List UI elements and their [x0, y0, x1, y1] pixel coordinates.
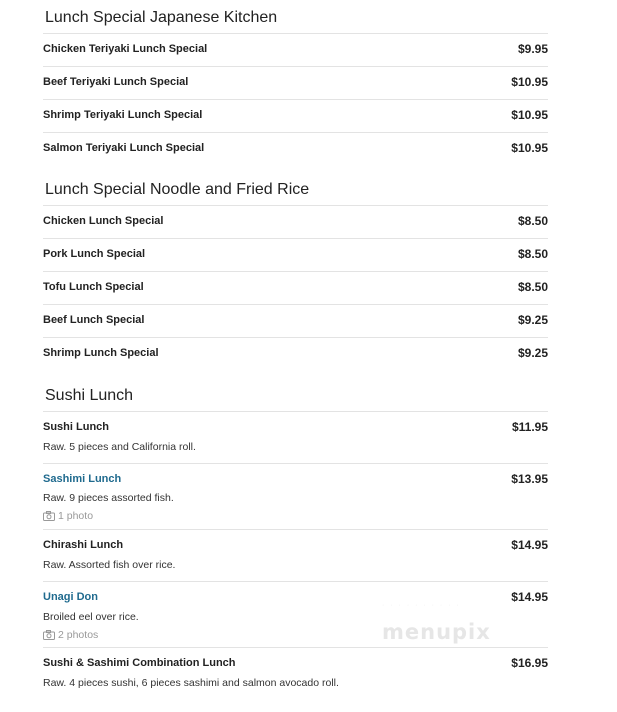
- item-description: Raw. Assorted fish over rice.: [43, 559, 176, 571]
- menu-item: [43, 238, 548, 271]
- menu-item: [43, 33, 548, 66]
- item-price: $14.95: [511, 590, 548, 604]
- item-price: $8.50: [517, 280, 548, 294]
- menu-item: [43, 647, 548, 698]
- menu-item: [43, 99, 548, 132]
- item-price: $10.95: [511, 108, 548, 122]
- item-description: Raw. 9 pieces assorted fish.: [43, 492, 174, 504]
- menu-item: [43, 411, 548, 463]
- item-price: $9.95: [517, 42, 548, 56]
- watermark-decoration: · · · · · · · · · ·: [382, 602, 461, 609]
- camera-icon: [43, 511, 55, 521]
- item-name-link[interactable]: Unagi Don: [43, 591, 98, 603]
- section-title: Lunch Special Noodle and Fried Rice: [45, 181, 310, 198]
- item-description: Raw. 5 pieces and California roll.: [43, 441, 196, 453]
- item-name: Salmon Teriyaki Lunch Special: [43, 142, 205, 154]
- section-spacer: [43, 165, 548, 172]
- menu-item: [43, 529, 548, 581]
- item-price: $10.95: [511, 141, 548, 155]
- menu-item: [43, 463, 548, 529]
- photo-count: 2 photos: [58, 629, 99, 641]
- section-title: Sushi Lunch: [45, 387, 134, 404]
- item-name: Sushi & Sashimi Combination Lunch: [43, 657, 236, 669]
- item-name: Shrimp Teriyaki Lunch Special: [43, 109, 203, 121]
- menu-item: [43, 205, 548, 238]
- item-price: $16.95: [511, 656, 548, 670]
- menu-item: [43, 66, 548, 99]
- menu: [43, 0, 548, 698]
- photo-link[interactable]: [43, 629, 98, 641]
- item-price: $14.95: [511, 538, 548, 552]
- item-name: Chicken Lunch Special: [43, 215, 164, 227]
- photo-count: 1 photo: [58, 510, 94, 522]
- item-name: Chicken Teriyaki Lunch Special: [43, 43, 208, 55]
- item-price: $13.95: [511, 472, 548, 486]
- item-price: $8.50: [517, 247, 548, 261]
- item-name-link[interactable]: Sashimi Lunch: [43, 473, 122, 485]
- item-name: Sushi Lunch: [43, 421, 109, 433]
- item-price: $8.50: [517, 214, 548, 228]
- section-title: Lunch Special Japanese Kitchen: [45, 9, 278, 26]
- item-name: Pork Lunch Special: [43, 248, 146, 260]
- item-price: $9.25: [517, 313, 548, 327]
- watermark-logo: menupix: [382, 620, 491, 644]
- item-name: Beef Lunch Special: [43, 314, 145, 326]
- item-price: $9.25: [517, 346, 548, 360]
- item-description: Raw. 4 pieces sushi, 6 pieces sashimi and salmon avocado roll.: [43, 677, 339, 689]
- camera-icon: [43, 630, 55, 640]
- menu-item: [43, 337, 548, 370]
- photo-link[interactable]: [43, 510, 93, 522]
- item-price: $11.95: [511, 420, 548, 434]
- item-name: Shrimp Lunch Special: [43, 347, 159, 359]
- item-name: Chirashi Lunch: [43, 539, 124, 551]
- section-spacer: [43, 370, 548, 378]
- item-name: Tofu Lunch Special: [43, 281, 144, 293]
- menu-item: [43, 132, 548, 165]
- item-description: Broiled eel over rice.: [43, 611, 139, 623]
- menu-item: [43, 271, 548, 304]
- menu-item: [43, 304, 548, 337]
- item-price: $10.95: [511, 75, 548, 89]
- item-name: Beef Teriyaki Lunch Special: [43, 76, 189, 88]
